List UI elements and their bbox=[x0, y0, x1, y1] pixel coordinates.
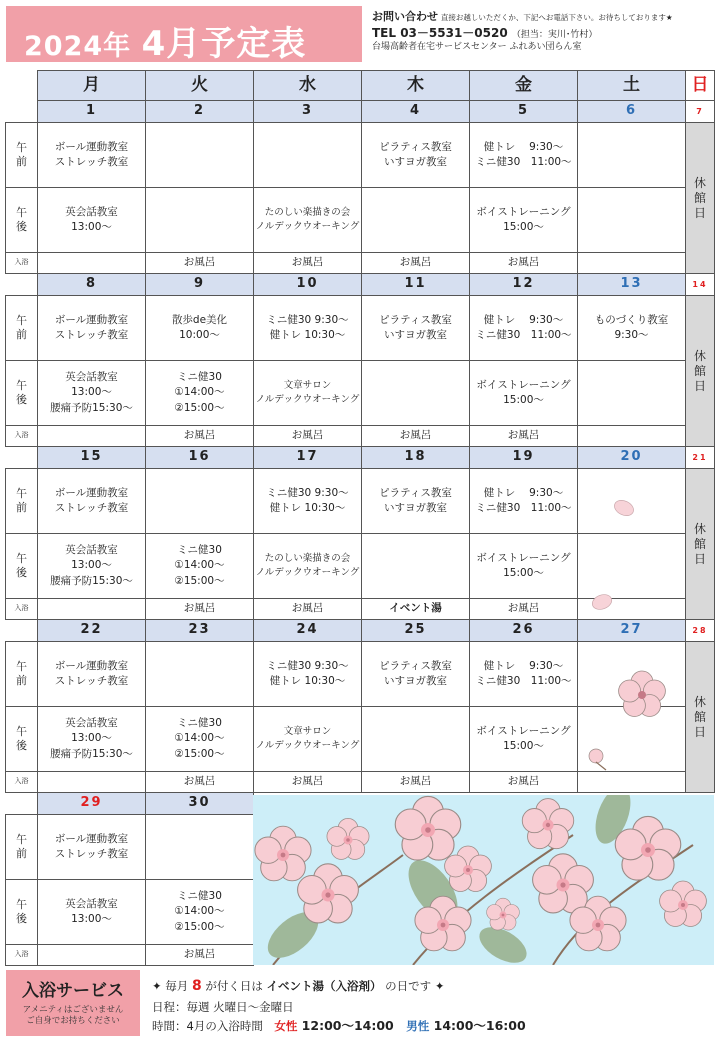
bath-cell bbox=[37, 944, 146, 966]
am-activity-cell[interactable]: ミニ健30 9:30～ 健トレ 10:30～ bbox=[253, 295, 362, 361]
bath-cell: お風呂 bbox=[145, 771, 254, 793]
title-banner bbox=[6, 6, 362, 62]
date-cell: 13 bbox=[577, 273, 686, 296]
row-label-pm: 午 後 bbox=[5, 879, 38, 945]
am-activity-cell[interactable]: ミニ健30 9:30～ 健トレ 10:30～ bbox=[253, 641, 362, 707]
day-header-6: 日 bbox=[685, 70, 715, 101]
row-label-am: 午 前 bbox=[5, 641, 38, 707]
am-activity-cell bbox=[145, 122, 254, 188]
bath-info bbox=[152, 975, 526, 1037]
row-label-bath: 入浴 bbox=[5, 598, 38, 620]
bath-cell bbox=[577, 425, 686, 447]
contact-info bbox=[372, 10, 718, 53]
am-activity-cell[interactable]: 健トレ 9:30～ ミニ健30 11:00～ bbox=[469, 295, 578, 361]
title-month: 4月予定表 bbox=[141, 24, 307, 64]
am-activity-cell bbox=[145, 468, 254, 534]
pm-activity-cell[interactable]: ボイストレーニング 15:00～ bbox=[469, 533, 578, 599]
am-activity-cell[interactable]: ピラティス教室 いすヨガ教室 bbox=[361, 122, 470, 188]
date-cell: 17 bbox=[253, 446, 362, 469]
pm-activity-cell[interactable]: 文章サロン ノルデックウオーキング bbox=[253, 360, 362, 426]
bath-cell: お風呂 bbox=[469, 771, 578, 793]
row-label-bath: 入浴 bbox=[5, 252, 38, 274]
bath-cell: お風呂 bbox=[469, 425, 578, 447]
pm-activity-cell bbox=[145, 187, 254, 253]
row-label-am: 午 前 bbox=[5, 295, 38, 361]
am-activity-cell[interactable]: ボール運動教室 ストレッチ教室 bbox=[37, 641, 146, 707]
date-cell: 4 bbox=[361, 100, 470, 123]
am-activity-cell[interactable]: ピラティス教室 いすヨガ教室 bbox=[361, 641, 470, 707]
am-activity-cell[interactable]: ものづくり教室 9:30～ bbox=[577, 295, 686, 361]
date-cell: 26 bbox=[469, 619, 578, 642]
bath-service-box bbox=[6, 970, 140, 1036]
am-activity-cell bbox=[145, 641, 254, 707]
bath-cell: イベント湯 bbox=[361, 598, 470, 620]
date-cell: 12 bbox=[469, 273, 578, 296]
bath-cell bbox=[577, 252, 686, 274]
am-activity-cell bbox=[253, 122, 362, 188]
day-header-1: 火 bbox=[145, 70, 254, 101]
closed-day-cell: 休 館 日 bbox=[685, 295, 715, 447]
am-activity-cell[interactable]: 健トレ 9:30～ ミニ健30 11:00～ bbox=[469, 468, 578, 534]
bud-decoration bbox=[584, 742, 614, 776]
date-cell: 6 bbox=[577, 100, 686, 123]
bath-cell bbox=[37, 598, 146, 620]
row-label-am: 午 前 bbox=[5, 468, 38, 534]
pm-activity-cell bbox=[361, 187, 470, 253]
pm-activity-cell[interactable]: 英会話教室 13:00～ 腰痛予防15:30～ bbox=[37, 360, 146, 426]
pm-activity-cell bbox=[577, 533, 686, 599]
closed-day-cell: 休 館 日 bbox=[685, 468, 715, 620]
day-header-4: 金 bbox=[469, 70, 578, 101]
bath-cell: お風呂 bbox=[361, 252, 470, 274]
contact-label: お問い合わせ bbox=[372, 10, 438, 23]
contact-note: 直接お越しいただくか、下記へお電話下さい。お待ちしております★ bbox=[440, 13, 673, 22]
date-cell: 1 bbox=[37, 100, 146, 123]
pm-activity-cell[interactable]: たのしい楽描きの会 ノルデックウオーキング bbox=[253, 187, 362, 253]
bath-cell: お風呂 bbox=[145, 598, 254, 620]
row-label-am: 午 前 bbox=[5, 814, 38, 880]
cherry-blossom-art bbox=[253, 795, 714, 965]
am-activity-cell[interactable]: ボール運動教室 ストレッチ教室 bbox=[37, 295, 146, 361]
flower-decoration bbox=[612, 665, 672, 729]
row-label-bath: 入浴 bbox=[5, 425, 38, 447]
date-cell: 7 bbox=[685, 100, 715, 123]
pm-activity-cell[interactable]: ボイストレーニング 15:00～ bbox=[469, 187, 578, 253]
date-cell: 18 bbox=[361, 446, 470, 469]
am-activity-cell[interactable]: 健トレ 9:30～ ミニ健30 11:00～ bbox=[469, 641, 578, 707]
bath-cell: お風呂 bbox=[469, 598, 578, 620]
pm-activity-cell[interactable]: ボイストレーニング 15:00～ bbox=[469, 706, 578, 772]
row-label-pm: 午 後 bbox=[5, 706, 38, 772]
date-cell: 8 bbox=[37, 273, 146, 296]
center-name: 台場高齢者在宅サービスセンター ふれあい団らん室 bbox=[372, 42, 582, 53]
pm-activity-cell[interactable]: 英会話教室 13:00～ 腰痛予防15:30～ bbox=[37, 533, 146, 599]
closed-day-cell: 休 館 日 bbox=[685, 122, 715, 274]
page-title bbox=[24, 16, 306, 65]
bath-cell bbox=[37, 771, 146, 793]
time-line: 時間：4月の入浴時間 女性 12:00～14:00 男性 14:00～16:00 bbox=[152, 1018, 526, 1034]
date-cell: 19 bbox=[469, 446, 578, 469]
pm-activity-cell bbox=[361, 533, 470, 599]
am-activity-cell[interactable]: ピラティス教室 いすヨガ教室 bbox=[361, 468, 470, 534]
date-cell: 29 bbox=[37, 792, 146, 815]
pm-activity-cell[interactable]: ミニ健30 ①14:00～ ②15:00～ bbox=[145, 879, 254, 945]
date-cell: 23 bbox=[145, 619, 254, 642]
event-bath-line: ✦ 毎月 8 が付く日は イベント湯（入浴剤） の日です ✦ bbox=[152, 978, 445, 994]
am-activity-cell[interactable]: 健トレ 9:30～ ミニ健30 11:00～ bbox=[469, 122, 578, 188]
bath-cell: お風呂 bbox=[253, 598, 362, 620]
bath-cell: お風呂 bbox=[253, 771, 362, 793]
date-cell: 20 bbox=[577, 446, 686, 469]
day-header-0: 月 bbox=[37, 70, 146, 101]
closed-day-cell: 休 館 日 bbox=[685, 641, 715, 793]
date-cell: 28 bbox=[685, 619, 715, 642]
pm-activity-cell bbox=[361, 706, 470, 772]
date-cell: 15 bbox=[37, 446, 146, 469]
pm-activity-cell[interactable]: ミニ健30 ①14:00～ ②15:00～ bbox=[145, 533, 254, 599]
day-header-2: 水 bbox=[253, 70, 362, 101]
phone-number[interactable]: TEL 03－5531－0520 bbox=[372, 25, 508, 40]
pm-activity-cell[interactable]: 文章サロン ノルデックウオーキング bbox=[253, 706, 362, 772]
title-year: 2024年 bbox=[24, 31, 132, 62]
pm-activity-cell[interactable]: ボイストレーニング 15:00～ bbox=[469, 360, 578, 426]
bath-cell: お風呂 bbox=[469, 252, 578, 274]
am-activity-cell[interactable]: ボール運動教室 ストレッチ教室 bbox=[37, 468, 146, 534]
am-activity-cell bbox=[577, 122, 686, 188]
pm-activity-cell bbox=[361, 360, 470, 426]
bath-cell: お風呂 bbox=[253, 252, 362, 274]
date-cell: 21 bbox=[685, 446, 715, 469]
date-cell: 11 bbox=[361, 273, 470, 296]
day-header-5: 土 bbox=[577, 70, 686, 101]
pm-activity-cell[interactable]: ミニ健30 ①14:00～ ②15:00～ bbox=[145, 360, 254, 426]
am-activity-cell[interactable]: ボール運動教室 ストレッチ教室 bbox=[37, 122, 146, 188]
am-activity-cell[interactable]: ミニ健30 9:30～ 健トレ 10:30～ bbox=[253, 468, 362, 534]
date-cell: 25 bbox=[361, 619, 470, 642]
row-label-pm: 午 後 bbox=[5, 187, 38, 253]
bath-cell: お風呂 bbox=[145, 425, 254, 447]
am-activity-cell[interactable]: 散歩de美化 10:00～ bbox=[145, 295, 254, 361]
bath-cell: お風呂 bbox=[145, 944, 254, 966]
am-activity-cell bbox=[145, 814, 254, 880]
bath-service-note: アメニティはございません ご自身でお持ちください bbox=[22, 1005, 124, 1027]
date-cell: 24 bbox=[253, 619, 362, 642]
bath-cell: お風呂 bbox=[145, 252, 254, 274]
date-cell: 14 bbox=[685, 273, 715, 296]
staff-names: （担当：実川･竹村） bbox=[511, 29, 598, 40]
day-header-3: 木 bbox=[361, 70, 470, 101]
bath-cell bbox=[37, 252, 146, 274]
pm-activity-cell[interactable]: ミニ健30 ①14:00～ ②15:00～ bbox=[145, 706, 254, 772]
bath-cell: お風呂 bbox=[361, 771, 470, 793]
pm-activity-cell[interactable]: 英会話教室 13:00～ bbox=[37, 879, 146, 945]
schedule-line: 日程：毎週 火曜日～金曜日 bbox=[152, 999, 294, 1014]
bath-cell bbox=[37, 425, 146, 447]
pm-activity-cell bbox=[577, 187, 686, 253]
am-activity-cell[interactable]: ピラティス教室 いすヨガ教室 bbox=[361, 295, 470, 361]
petal-decoration bbox=[612, 498, 636, 522]
row-label-bath: 入浴 bbox=[5, 944, 38, 966]
date-cell: 9 bbox=[145, 273, 254, 296]
row-label-am: 午 前 bbox=[5, 122, 38, 188]
pm-activity-cell bbox=[577, 360, 686, 426]
bath-cell: お風呂 bbox=[253, 425, 362, 447]
date-cell: 16 bbox=[145, 446, 254, 469]
cherry-blossom-illustration bbox=[253, 795, 714, 965]
date-cell: 10 bbox=[253, 273, 362, 296]
date-cell: 2 bbox=[145, 100, 254, 123]
date-cell: 5 bbox=[469, 100, 578, 123]
bath-cell: お風呂 bbox=[361, 425, 470, 447]
date-cell: 22 bbox=[37, 619, 146, 642]
pm-activity-cell[interactable]: 英会話教室 13:00～ bbox=[37, 187, 146, 253]
pm-activity-cell[interactable]: 英会話教室 13:00～ 腰痛予防15:30～ bbox=[37, 706, 146, 772]
petal-decoration bbox=[590, 592, 614, 616]
date-cell: 3 bbox=[253, 100, 362, 123]
date-cell: 30 bbox=[145, 792, 254, 815]
row-label-bath: 入浴 bbox=[5, 771, 38, 793]
bath-service-title: 入浴サービス bbox=[22, 981, 124, 1001]
date-cell: 27 bbox=[577, 619, 686, 642]
pm-activity-cell[interactable]: たのしい楽描きの会 ノルデックウオーキング bbox=[253, 533, 362, 599]
am-activity-cell[interactable]: ボール運動教室 ストレッチ教室 bbox=[37, 814, 146, 880]
row-label-pm: 午 後 bbox=[5, 360, 38, 426]
row-label-pm: 午 後 bbox=[5, 533, 38, 599]
